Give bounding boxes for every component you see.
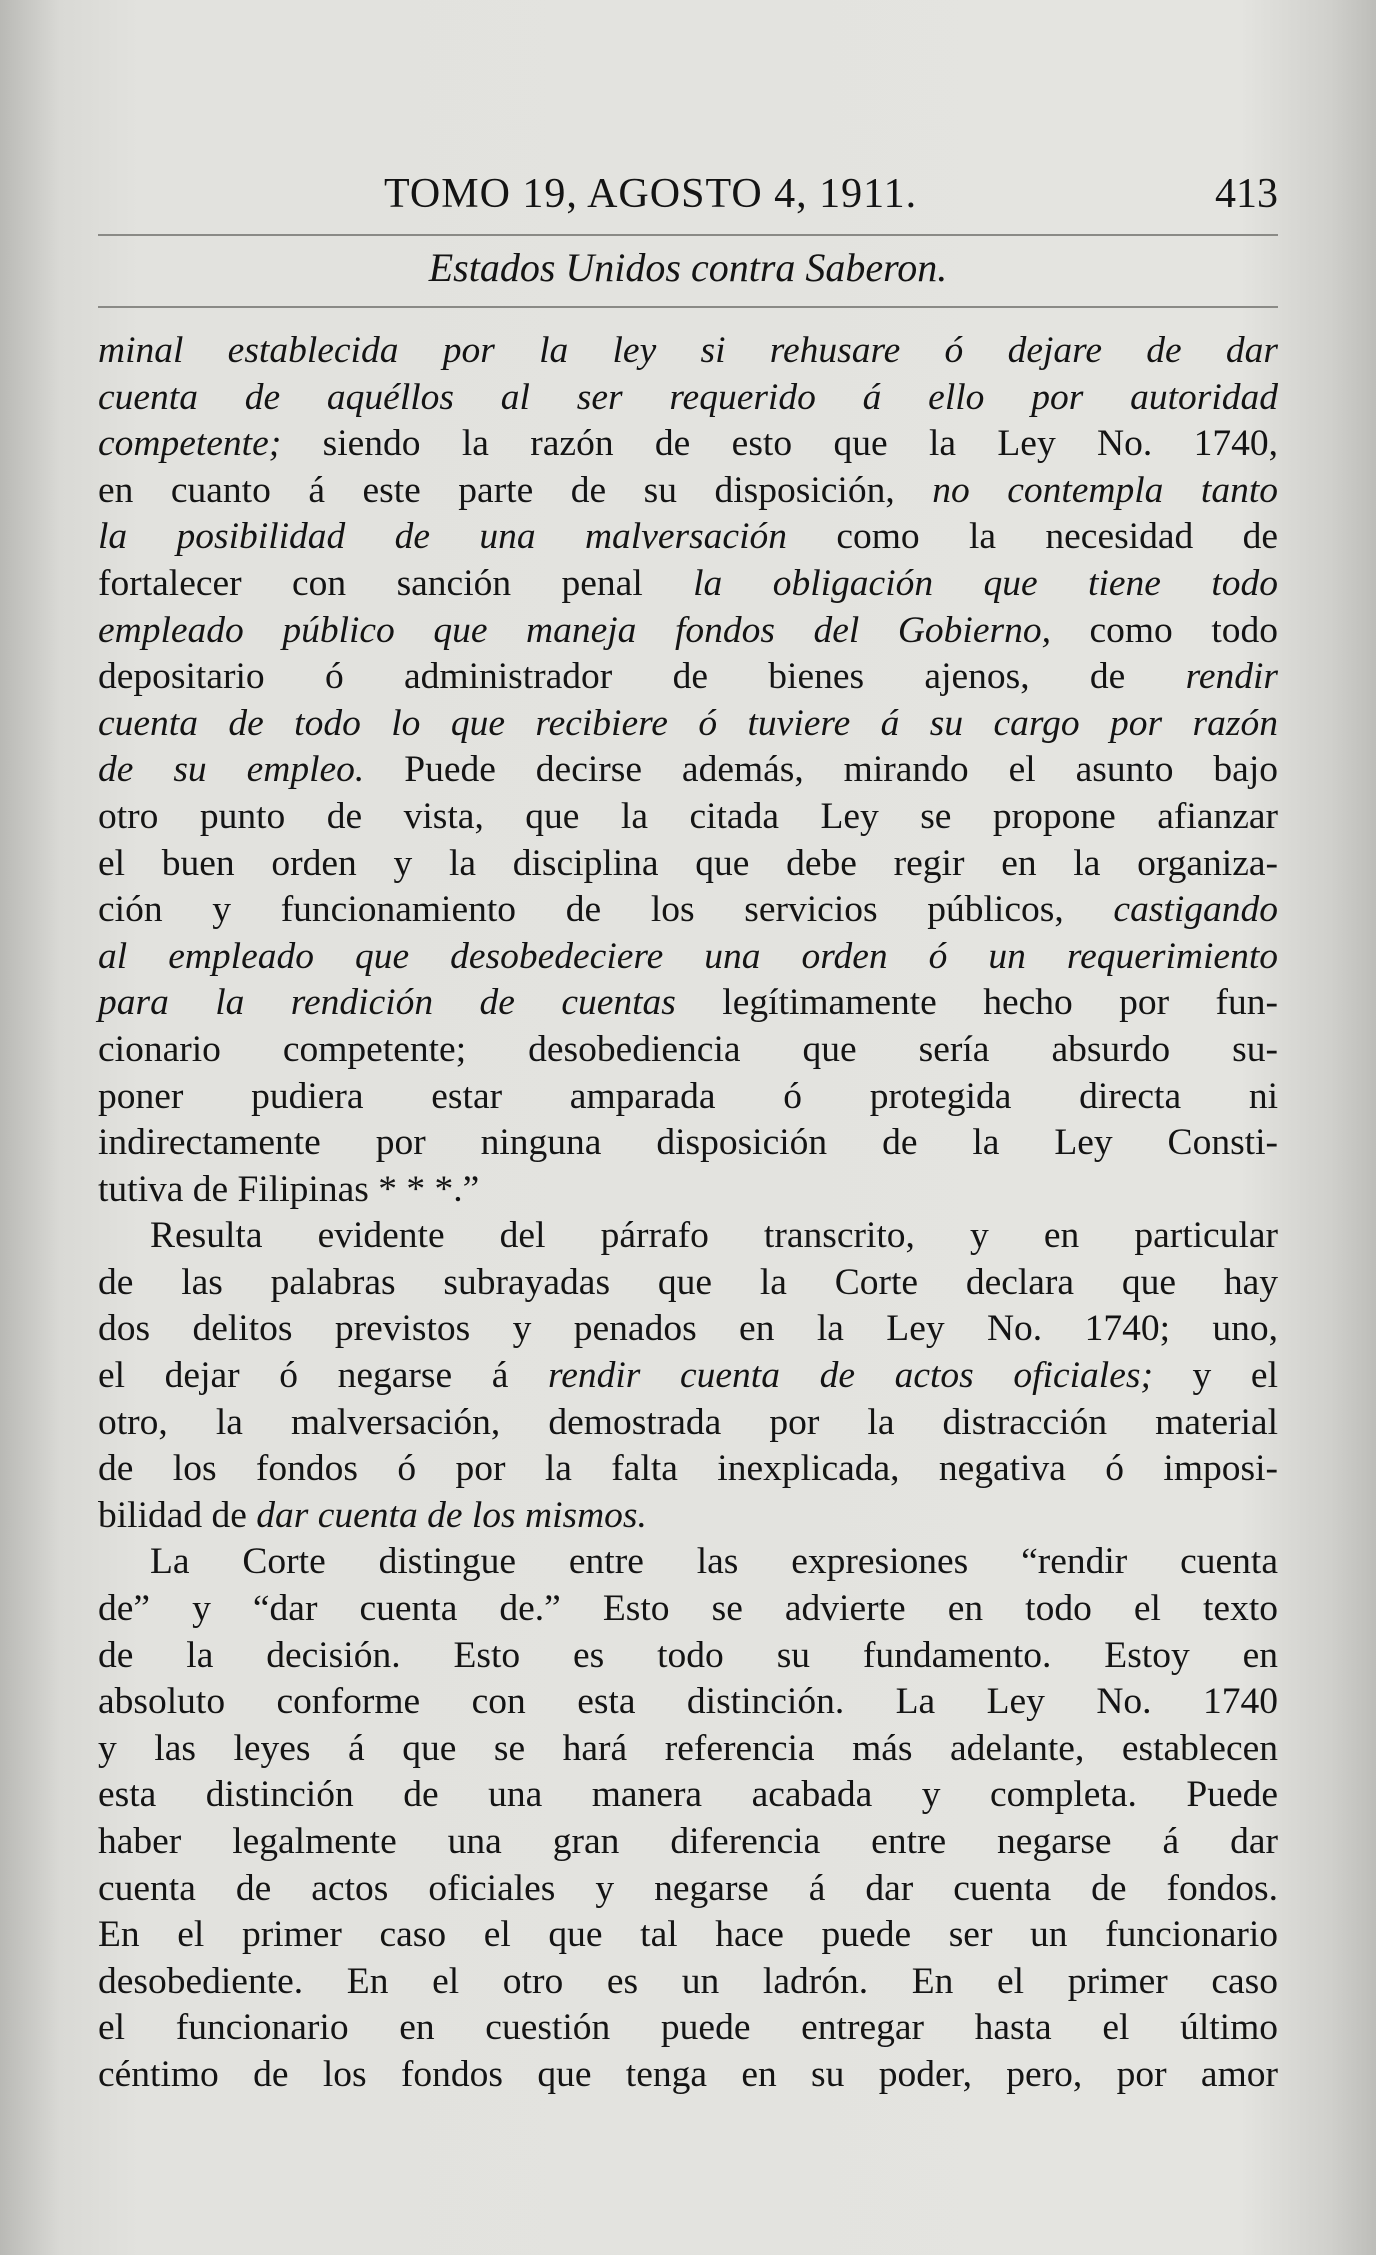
text-line xyxy=(98,1539,1278,1586)
text-segment: de” y “dar cuenta de.” Esto se advierte en todo el texto xyxy=(98,1588,1278,1630)
text-line xyxy=(98,1959,1278,2006)
italic-text-segment: no contempla tanto xyxy=(932,469,1278,511)
text-segment: haber legalmente una gran diferencia entre negarse á dar xyxy=(98,1821,1278,1862)
text-line xyxy=(98,980,1278,1027)
text-segment: esta distinción de una manera acabada y completa. Puede xyxy=(98,1774,1278,1816)
text-line xyxy=(98,1772,1278,1819)
text-segment: otro punto de vista, que la citada Ley se propone afianzar xyxy=(98,795,1278,837)
text-line xyxy=(98,654,1278,701)
text-line xyxy=(98,1353,1278,1400)
text-segment: el dejar ó negarse á xyxy=(98,1355,549,1397)
text-line xyxy=(98,514,1278,561)
text-segment: fortalecer con sanción penal xyxy=(98,562,694,604)
text-segment: Puede decirse además, mirando el asunto bajo xyxy=(364,749,1278,791)
text-line xyxy=(98,1493,1278,1540)
text-segment: y el xyxy=(1152,1355,1278,1397)
text-line xyxy=(98,1027,1278,1074)
italic-text-segment: de su empleo. xyxy=(98,749,365,791)
italic-text-segment: cuenta de aquéllos al ser requerido á ello por autoridad xyxy=(98,376,1278,418)
text-line xyxy=(98,841,1278,888)
text-line xyxy=(98,1260,1278,1307)
italic-text-segment: para la rendición de cuentas xyxy=(98,982,676,1024)
text-segment: céntimo de los fondos que tenga en su poder, pero, por amor xyxy=(98,2053,1278,2095)
text-segment: de las palabras subrayadas que la Corte declara que hay xyxy=(98,1261,1278,1303)
text-line xyxy=(98,1819,1278,1866)
italic-text-segment: al empleado que desobedeciere una orden ó un requerimiento xyxy=(98,935,1278,977)
page-number: 413 xyxy=(1215,171,1278,217)
text-line xyxy=(98,1726,1278,1773)
italic-text-segment: la obligación que tiene todo xyxy=(693,562,1279,604)
text-segment: de los fondos ó por la falta inexplicada, negativa ó imposi- xyxy=(98,1448,1278,1490)
text-line xyxy=(98,561,1278,608)
text-segment: poner pudiera estar amparada ó protegida directa ni xyxy=(98,1075,1278,1117)
text-line xyxy=(98,328,1278,375)
text-segment: absoluto conforme con esta distinción. La Ley No. 1740 xyxy=(98,1681,1278,1723)
text-segment: cuenta de actos oficiales y negarse á dar cuenta de fondos. xyxy=(98,1867,1278,1909)
text-segment: el funcionario en cuestión puede entregar hasta el último xyxy=(98,2007,1278,2049)
text-line xyxy=(98,1400,1278,1447)
text-line xyxy=(98,794,1278,841)
text-segment: indirectamente por ninguna disposición de la Ley Consti- xyxy=(98,1122,1278,1164)
text-segment: desobediente. En el otro es un ladrón. En el primer caso xyxy=(98,1960,1278,2002)
italic-text-segment: cuenta de todo lo que recibiere ó tuviere á su cargo por razón xyxy=(98,702,1278,744)
text-line xyxy=(98,1167,1278,1214)
text-segment: cionario competente; desobediencia que sería absurdo su- xyxy=(98,1028,1278,1070)
text-line xyxy=(98,1633,1278,1680)
text-segment: legítimamente hecho por fun- xyxy=(675,982,1278,1024)
title-rule xyxy=(98,306,1278,308)
case-title: Estados Unidos contra Saberon. xyxy=(428,245,948,290)
text-line xyxy=(98,1306,1278,1353)
text-segment: siendo la razón de esto que la Ley No. 1740, xyxy=(281,423,1278,465)
text-segment: como la necesidad de xyxy=(787,516,1278,558)
text-segment: como todo xyxy=(1050,609,1279,651)
text-segment: tutiva de Filipinas * * *.” xyxy=(98,1168,480,1210)
text-line xyxy=(98,2005,1278,2052)
text-line xyxy=(98,887,1278,934)
text-segment: de la decisión. Esto es todo su fundamento. Estoy en xyxy=(98,1634,1278,1676)
italic-text-segment: castigando xyxy=(1113,889,1278,931)
text-segment: bilidad de xyxy=(98,1494,257,1536)
running-head: TOMO 19, AGOSTO 4, 1911. xyxy=(384,171,918,217)
text-line xyxy=(98,747,1278,794)
book-page xyxy=(98,160,1278,2120)
italic-text-segment: competente; xyxy=(98,423,282,465)
text-segment: En el primer caso el que tal hace puede ser un funcionario xyxy=(98,1914,1278,1956)
text-segment: La Corte distingue entre las expresiones “rendir cuenta xyxy=(150,1541,1278,1583)
text-line xyxy=(98,375,1278,422)
italic-text-segment: rendir cuenta de actos oficiales; xyxy=(548,1355,1153,1397)
text-line xyxy=(98,421,1278,468)
italic-text-segment: dar cuenta de los mismos. xyxy=(256,1494,647,1536)
text-line xyxy=(98,2052,1278,2099)
text-line xyxy=(98,608,1278,655)
text-line xyxy=(98,1446,1278,1493)
text-line xyxy=(98,468,1278,515)
text-segment: dos delitos previstos y penados en la Ley No. 1740; uno, xyxy=(98,1308,1278,1350)
text-segment: el buen orden y la disciplina que debe regir en la organiza- xyxy=(98,842,1278,884)
body-text xyxy=(98,328,1278,2099)
text-line xyxy=(98,1912,1278,1959)
text-segment: y las leyes á que se hará referencia más adelante, establecen xyxy=(98,1727,1278,1769)
page-header xyxy=(98,170,1278,230)
text-line xyxy=(98,1679,1278,1726)
text-segment: Resulta evidente del párrafo transcrito, y en particular xyxy=(150,1215,1278,1257)
text-segment: depositario ó administrador de bienes ajenos, de xyxy=(98,656,1186,698)
text-line xyxy=(98,1866,1278,1913)
text-line xyxy=(98,1074,1278,1121)
text-segment: en cuanto á este parte de su disposición, xyxy=(98,469,933,511)
italic-text-segment: la posibilidad de una malversación xyxy=(98,516,787,558)
text-line xyxy=(98,701,1278,748)
italic-text-segment: rendir xyxy=(1185,656,1278,698)
text-line xyxy=(98,934,1278,981)
header-rule xyxy=(98,234,1278,236)
text-line xyxy=(98,1213,1278,1260)
text-segment: ción y funcionamiento de los servicios públicos, xyxy=(98,889,1114,931)
text-line xyxy=(98,1120,1278,1167)
italic-text-segment: empleado público que maneja fondos del Gobierno, xyxy=(98,609,1051,651)
text-segment: otro, la malversación, demostrada por la distracción material xyxy=(98,1401,1278,1443)
text-line xyxy=(98,1586,1278,1633)
italic-text-segment: minal establecida por la ley si rehusare ó dejare de dar xyxy=(98,330,1278,371)
